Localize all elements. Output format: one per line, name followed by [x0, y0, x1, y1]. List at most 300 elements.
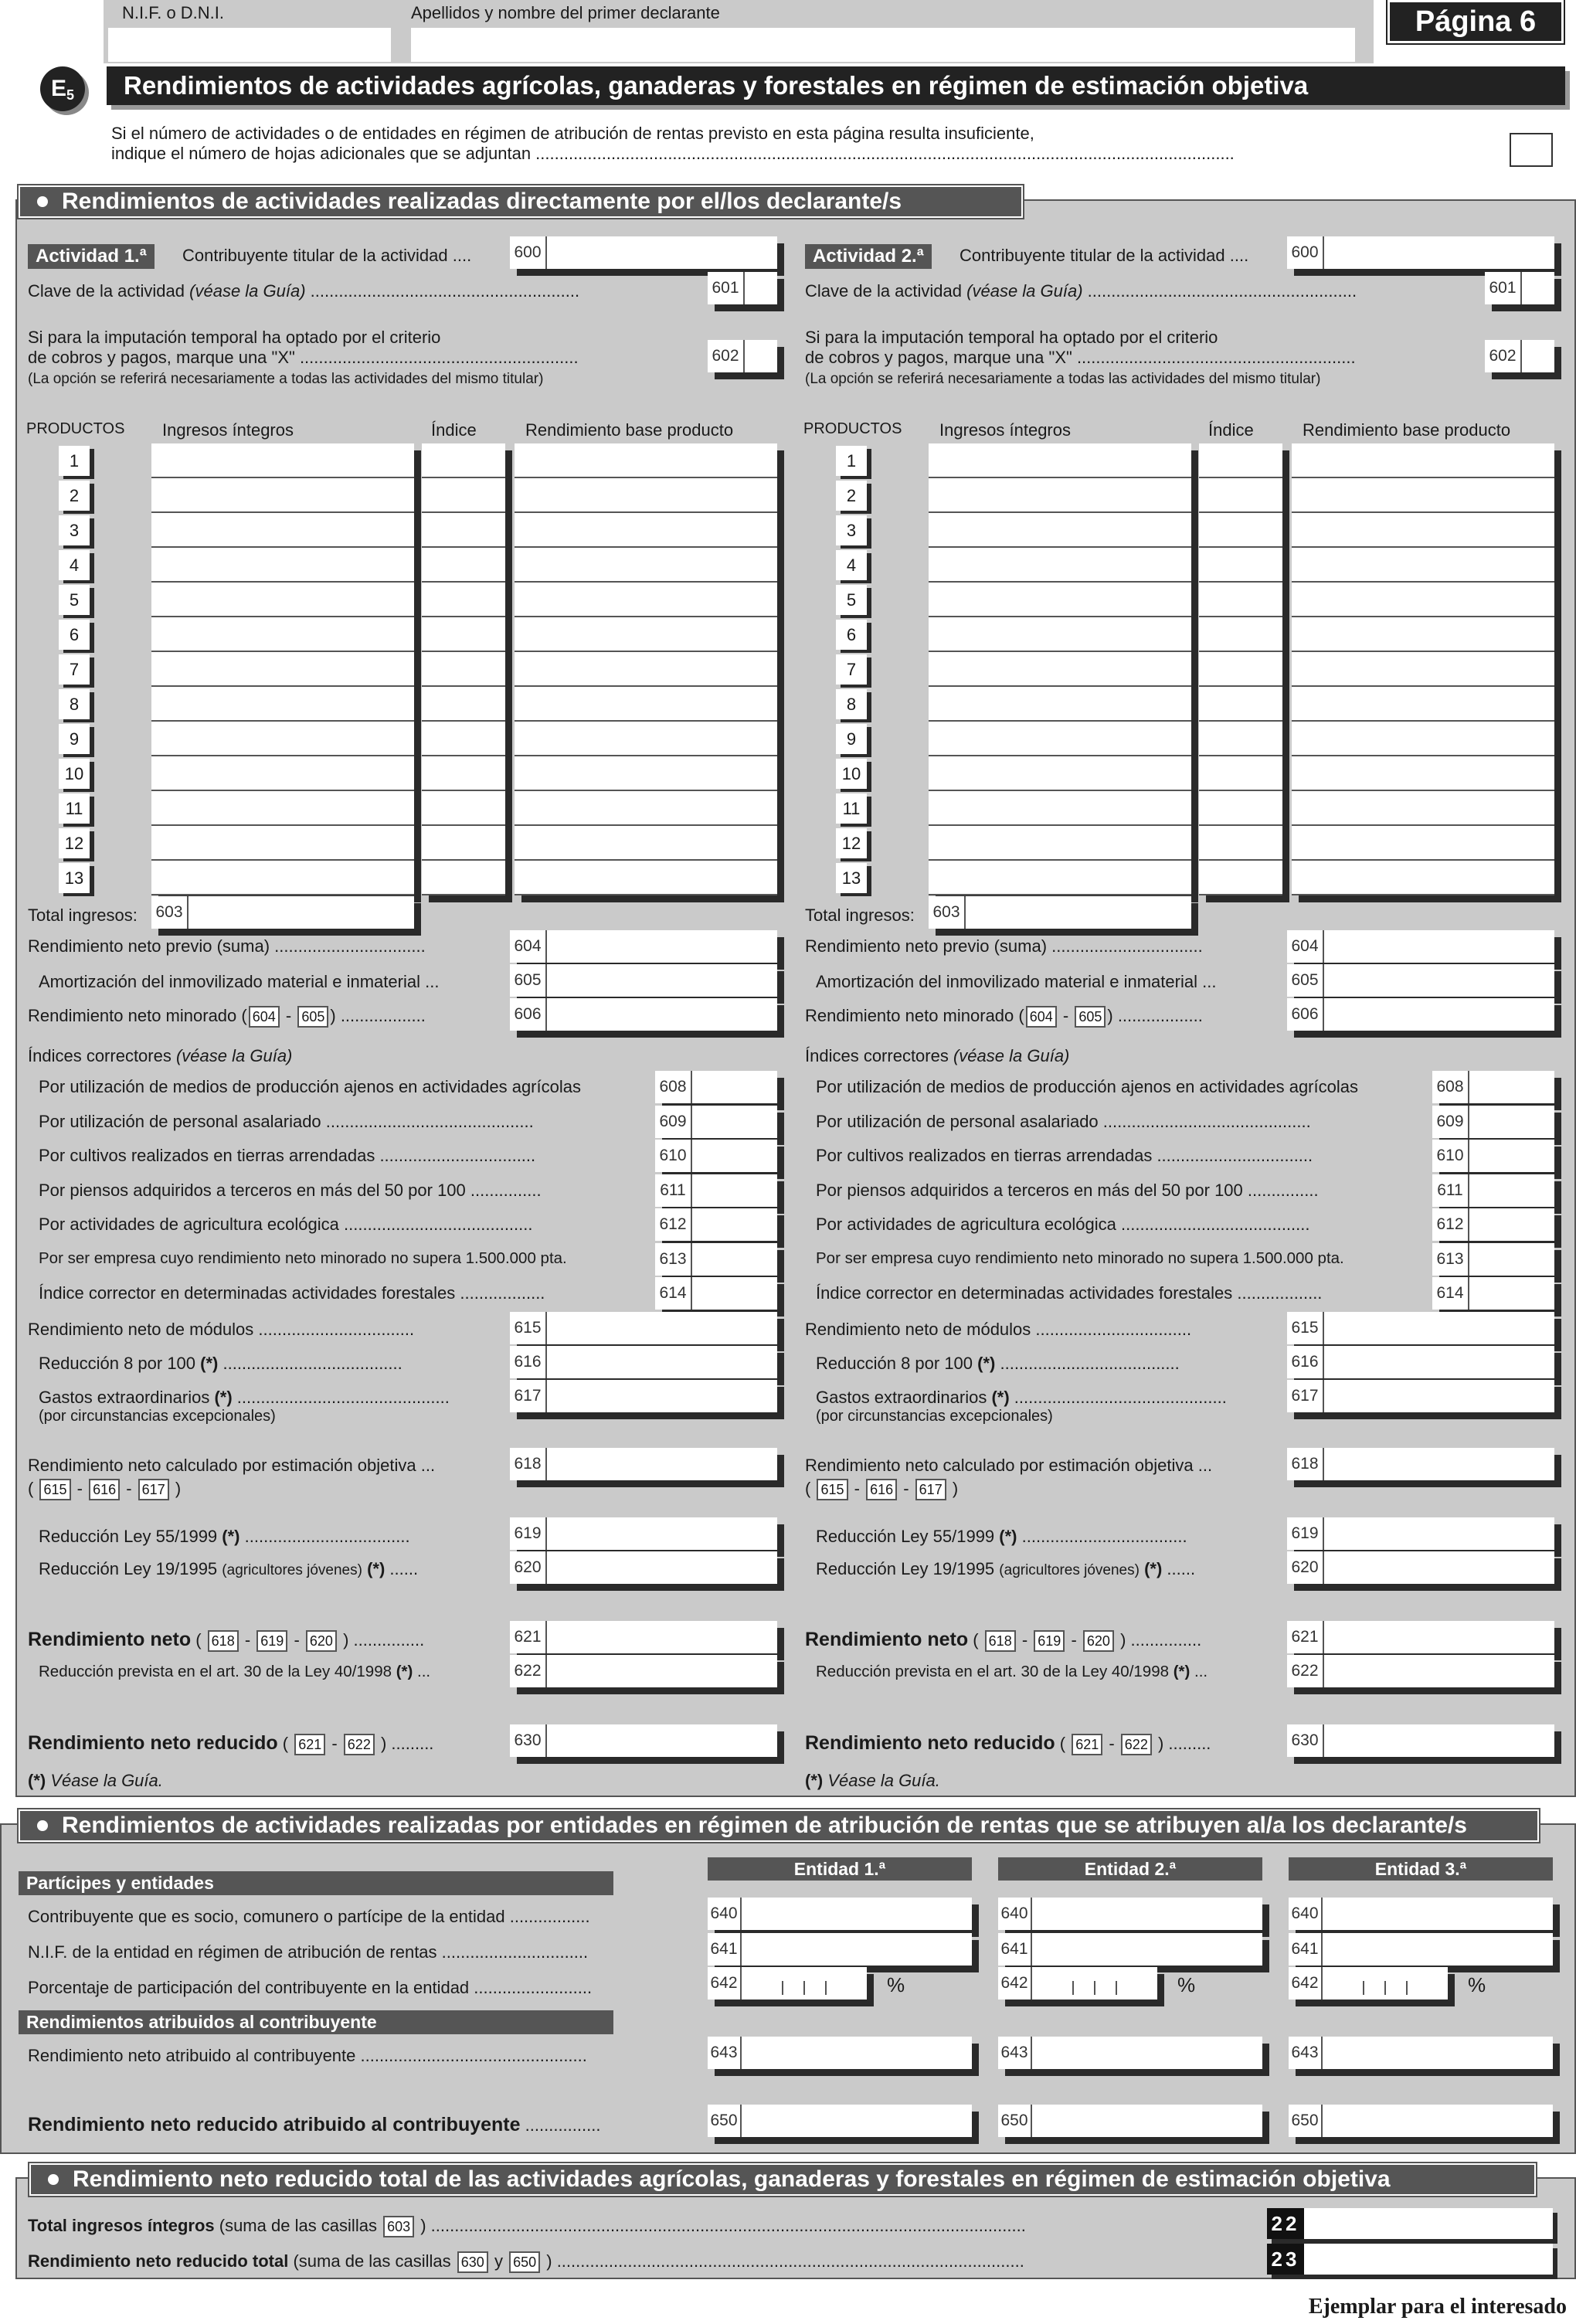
page-number-text: Página 6: [1415, 5, 1537, 38]
act2-rendimiento-cell[interactable]: [1292, 443, 1554, 478]
act2-product-row-2: 2: [836, 481, 867, 511]
act2-l19-star: (*): [1144, 1559, 1163, 1578]
act1-h-prod: PRODUCTOS: [26, 420, 125, 437]
act1-amort-label: [39, 972, 439, 992]
act1-box-615[interactable]: [510, 1312, 777, 1344]
entity-2-box-642[interactable]: [998, 1967, 1157, 2000]
act2-ingresos-cell[interactable]: [929, 513, 1191, 548]
act2-box-612[interactable]: [1432, 1208, 1554, 1241]
act2-box-609[interactable]: [1432, 1106, 1554, 1138]
entity-3-pct-sign: [1468, 1973, 1486, 1997]
section-1-heading: [19, 185, 1023, 218]
ref-630: 630: [457, 2251, 488, 2273]
act1-box-605[interactable]: [510, 964, 777, 997]
act2-rendimiento-cell[interactable]: [1292, 652, 1554, 687]
act2-l19-label: [816, 1559, 1195, 1579]
act1-indices-text: Índices correctores: [28, 1046, 172, 1065]
act2-l55-label: [816, 1527, 1187, 1547]
entity-2-box-650[interactable]: [998, 2105, 1262, 2137]
entity-2-box-640[interactable]: [998, 1898, 1262, 1930]
act1-ingresos-cell[interactable]: [151, 478, 414, 513]
entity-2-box-642-code: 642: [998, 1967, 1032, 2000]
act1-l55-label: [39, 1527, 410, 1547]
act1-indice-cell[interactable]: [422, 617, 505, 652]
ref-617: 617: [138, 1479, 169, 1500]
act2-box-620[interactable]: [1287, 1551, 1554, 1584]
act1-indice-608-label: [39, 1077, 581, 1097]
act2-box-604[interactable]: [1287, 930, 1554, 963]
act2-rendimiento-cell[interactable]: [1292, 617, 1554, 652]
act2-h-prod: PRODUCTOS: [803, 420, 902, 437]
act2-vease-star: (*): [805, 1771, 824, 1790]
act1-indice-cell[interactable]: [422, 791, 505, 826]
act2-indice-cell[interactable]: [1199, 478, 1282, 513]
act2-ingresos-cell[interactable]: [929, 583, 1191, 617]
act2-box-616-code: 616: [1287, 1346, 1324, 1378]
act2-product-row-4: 4: [836, 550, 867, 580]
page-number: [1387, 0, 1564, 43]
act2-indice-cell[interactable]: [1199, 722, 1282, 756]
act1-reducido-text: Rendimiento neto reducido: [28, 1732, 278, 1754]
box-23-code: 23: [1267, 2244, 1304, 2275]
bullet-icon: [37, 196, 48, 207]
act2-ingresos-cell[interactable]: [929, 478, 1191, 513]
section-3-heading: [29, 2163, 1536, 2196]
act1-box-621[interactable]: [510, 1621, 777, 1653]
act2-indice-cell[interactable]: [1199, 826, 1282, 861]
entity-3-box-650[interactable]: [1289, 2105, 1553, 2137]
act1-gastos-label: [39, 1388, 450, 1408]
additional-sheets-box[interactable]: [1510, 133, 1553, 167]
act2-rendimiento-cell[interactable]: [1292, 583, 1554, 617]
act2-box-617[interactable]: [1287, 1380, 1554, 1412]
act2-ingresos-cell[interactable]: [929, 687, 1191, 722]
act1-indice-611-text: Por piensos adquiridos a terceros en más del 50 por 100 ...............: [39, 1180, 542, 1200]
act1-box-618[interactable]: [510, 1448, 777, 1480]
act2-l55-text: Reducción Ley 55/1999: [816, 1527, 995, 1546]
entity-3-pct: %: [1468, 1973, 1486, 1996]
act1-ingresos-cell[interactable]: [151, 826, 414, 861]
entity-2-box-641[interactable]: [998, 1933, 1262, 1966]
act1-box-614[interactable]: [655, 1277, 777, 1310]
act1-indice-cell[interactable]: [422, 513, 505, 548]
act2-indice-611-label: [816, 1181, 1319, 1201]
act1-reducido-dots: ) .........: [380, 1734, 434, 1753]
footer-copy-label: Ejemplar para el interesado: [1308, 2295, 1567, 2319]
act2-indice-cell[interactable]: [1199, 756, 1282, 791]
act1-gastos-sub-text: (por circunstancias excepcionales): [39, 1408, 276, 1425]
act2-rendimiento-cell[interactable]: [1292, 861, 1554, 895]
act2-criterio-line-1: [805, 328, 1218, 348]
act1-indice-cell[interactable]: [422, 722, 505, 756]
act2-opcion-text: (La opción se referirá necesariamente a todas las actividades del mismo titular): [805, 371, 1321, 387]
act2-box-606-code: 606: [1287, 998, 1324, 1031]
entity-1-box-640-code: 640: [708, 1898, 742, 1930]
act1-indices-label: [28, 1046, 292, 1066]
act2-pill: Actividad 2.ª: [805, 244, 932, 269]
act2-indice-cell[interactable]: [1199, 443, 1282, 478]
ref-605: 605: [1075, 1006, 1106, 1028]
act1-indice-cell[interactable]: [422, 548, 505, 583]
act1-ingresos-cell[interactable]: [151, 861, 414, 895]
act2-neto-previo-label: [805, 936, 1203, 956]
act1-calcobj-label: [28, 1456, 435, 1476]
act2-product-row-9: 9: [836, 724, 867, 754]
act1-art30-star: (*): [396, 1663, 413, 1680]
act2-box-610[interactable]: [1432, 1140, 1554, 1172]
act2-box-618[interactable]: [1287, 1448, 1554, 1480]
act2-indice-cell[interactable]: [1199, 687, 1282, 722]
entity-3-box-643[interactable]: [1289, 2037, 1553, 2069]
act1-indice-cell[interactable]: [422, 826, 505, 861]
box-22[interactable]: [1267, 2208, 1553, 2239]
act2-product-row-10: 10: [836, 759, 867, 789]
act1-product-row-1: 1: [59, 446, 90, 476]
act1-rendimiento-cell[interactable]: [515, 617, 777, 652]
entity-3-box-642[interactable]: [1289, 1967, 1448, 2000]
act1-box-610-code: 610: [655, 1140, 692, 1172]
act1-indice-cell[interactable]: [422, 756, 505, 791]
act1-gastos-text: Gastos extraordinarios: [39, 1388, 210, 1407]
l640-label: [28, 1907, 590, 1927]
act2-product-row-6: 6: [836, 620, 867, 650]
act2-gastos-star: (*): [991, 1388, 1010, 1407]
act2-box-613[interactable]: [1432, 1243, 1554, 1276]
act1-box-603-code: 603: [151, 896, 189, 929]
entity-3-box-643-code: 643: [1289, 2037, 1323, 2069]
act2-h-ind: Índice: [1208, 420, 1254, 440]
act2-rendimiento-cell[interactable]: [1292, 756, 1554, 791]
act1-l19-text: Reducción Ley 19/1995: [39, 1559, 218, 1578]
act1-indice-cell[interactable]: [422, 443, 505, 478]
act2-ingresos-cell[interactable]: [929, 791, 1191, 826]
act1-box-611[interactable]: [655, 1174, 777, 1207]
act2-l55-star: (*): [999, 1527, 1017, 1546]
act2-product-row-3: 3: [836, 515, 867, 545]
act2-indice-cell[interactable]: [1199, 617, 1282, 652]
act1-l55-dots: ...................................: [239, 1527, 410, 1546]
act2-reducido-text: Rendimiento neto reducido: [805, 1732, 1055, 1754]
act1-box-618-code: 618: [510, 1448, 547, 1480]
entity-1-box-650[interactable]: [708, 2105, 972, 2137]
act2-art30-text: Reducción prevista en el art. 30 de la Ley 40/1998: [816, 1663, 1169, 1680]
act2-rendimiento-cell[interactable]: [1292, 791, 1554, 826]
act2-indices-label: [805, 1046, 1069, 1066]
act2-ingresos-cell[interactable]: [929, 652, 1191, 687]
act1-indice-cell[interactable]: [422, 583, 505, 617]
act1-indice-612-text: Por actividades de agricultura ecológica ........................................: [39, 1215, 533, 1234]
act1-box-603[interactable]: [151, 896, 414, 929]
act1-ingresos-cell[interactable]: [151, 583, 414, 617]
act1-calcobj-text: Rendimiento neto calculado por estimación objetiva ...: [28, 1456, 436, 1475]
act2-modulos-text: Rendimiento neto de módulos .................................: [805, 1320, 1192, 1339]
act1-box-604-code: 604: [510, 930, 547, 963]
act2-rendimiento-cell[interactable]: [1292, 826, 1554, 861]
act1-rendimiento-cell[interactable]: [515, 791, 777, 826]
ref-621: 621: [294, 1734, 325, 1755]
act1-clave-label: Clave de la actividad (véase la Guía) .........................................................: [28, 281, 580, 301]
act1-red8-label: [39, 1354, 402, 1374]
act1-ingresos-cell[interactable]: [151, 756, 414, 791]
act2-box-614[interactable]: [1432, 1277, 1554, 1310]
act2-box-600[interactable]: [1287, 236, 1554, 269]
act2-rneto-text: Rendimiento neto: [805, 1629, 969, 1650]
act2-vease-note: [805, 1771, 940, 1791]
act1-box-605-code: 605: [510, 964, 547, 997]
act1-rendimiento-column: [515, 443, 777, 895]
act1-box-604[interactable]: [510, 930, 777, 963]
act2-ingresos-cell[interactable]: [929, 756, 1191, 791]
entity-1-box-642[interactable]: [708, 1967, 867, 2000]
act2-box-601-code: 601: [1485, 272, 1522, 304]
act2-criterio-line-2: de cobros y pagos, marque una "X" ...........................................................: [805, 348, 1356, 367]
act1-product-row-3: 3: [59, 515, 90, 545]
act1-box-620[interactable]: [510, 1551, 777, 1584]
tick: [825, 1981, 827, 1995]
act2-minorado-label: Rendimiento neto minorado ( 604 - 605 ) ..................: [805, 1006, 1203, 1028]
act1-opcion-note: [28, 371, 543, 388]
act2-indice-cell[interactable]: [1199, 583, 1282, 617]
entity-1-box-643[interactable]: [708, 2037, 972, 2069]
act1-box-621-code: 621: [510, 1621, 547, 1653]
act2-indice-column: [1199, 443, 1282, 895]
act2-box-630[interactable]: [1287, 1724, 1554, 1757]
act1-indice-609-label: [39, 1112, 534, 1132]
act2-total-text: Total ingresos:: [805, 905, 915, 925]
tick: [803, 1981, 805, 1995]
act2-box-603[interactable]: [929, 896, 1191, 929]
act1-ingresos-cell[interactable]: [151, 443, 414, 478]
act2-rendimiento-cell[interactable]: [1292, 687, 1554, 722]
act2-box-615[interactable]: [1287, 1312, 1554, 1344]
entity-3-header: Entidad 3.ª: [1289, 1857, 1553, 1881]
act2-box-610-code: 610: [1432, 1140, 1469, 1172]
act1-ingresos-cell[interactable]: [151, 548, 414, 583]
act1-header-rendimiento: [525, 420, 733, 440]
act1-box-616[interactable]: [510, 1346, 777, 1378]
act1-indice-column: [422, 443, 505, 895]
act2-indice-cell[interactable]: [1199, 548, 1282, 583]
act1-box-608[interactable]: [655, 1071, 777, 1103]
act2-rendimiento-cell[interactable]: [1292, 513, 1554, 548]
ref-605: 605: [297, 1006, 328, 1028]
act1-ingresos-column: [151, 443, 414, 895]
band-participes: Partícipes y entidades: [19, 1871, 613, 1895]
act1-rendimiento-cell[interactable]: [515, 861, 777, 895]
act2-minorado-text: Rendimiento neto minorado (: [805, 1006, 1024, 1025]
act1-h-ing: Ingresos íntegros: [162, 420, 294, 440]
act2-indice-cell[interactable]: [1199, 861, 1282, 895]
section-1-heading-text: Rendimientos de actividades realizadas directamente por el/los declarante/s: [62, 189, 902, 214]
name-field[interactable]: [411, 28, 1355, 62]
act2-minorado-end: ) ..................: [1107, 1006, 1203, 1025]
act2-rendimiento-cell[interactable]: [1292, 722, 1554, 756]
act2-amort-text: Amortización del inmovilizado material e inmaterial ...: [816, 972, 1217, 991]
act1-box-600[interactable]: [510, 236, 777, 269]
act2-box-608[interactable]: [1432, 1071, 1554, 1103]
entity-1-box-640[interactable]: [708, 1898, 972, 1930]
name-label: Apellidos y nombre del primer declarante: [411, 3, 720, 22]
act1-h-rend: Rendimiento base producto: [525, 420, 734, 440]
act2-box-611[interactable]: [1432, 1174, 1554, 1207]
act1-box-619[interactable]: [510, 1517, 777, 1550]
act1-ingresos-cell[interactable]: [151, 513, 414, 548]
act2-ingresos-cell[interactable]: [929, 861, 1191, 895]
entity-1-box-641[interactable]: [708, 1933, 972, 1966]
act2-box-601[interactable]: [1485, 272, 1554, 304]
act2-box-603-code: 603: [929, 896, 966, 929]
act1-rendimiento-cell[interactable]: [515, 548, 777, 583]
act1-total-text: Total ingresos:: [28, 905, 138, 925]
act1-indice-cell[interactable]: [422, 861, 505, 895]
act2-reducido-dots: ) .........: [1157, 1734, 1211, 1753]
total-ingresos-label: [28, 2216, 1026, 2237]
intro-line-2-text: indique el número de hojas adicionales que se adjuntan: [111, 144, 532, 163]
act1-modulos-text: Rendimiento neto de módulos .................................: [28, 1320, 415, 1339]
act1-rendimiento-cell[interactable]: [515, 826, 777, 861]
act2-box-602[interactable]: [1485, 340, 1554, 372]
act1-box-630[interactable]: [510, 1724, 777, 1757]
act2-box-606[interactable]: [1287, 998, 1554, 1031]
act2-box-618-code: 618: [1287, 1448, 1324, 1480]
act1-box-613-code: 613: [655, 1243, 692, 1276]
act2-box-621[interactable]: [1287, 1621, 1554, 1653]
act1-rendimiento-cell[interactable]: [515, 652, 777, 687]
act2-ingresos-cell[interactable]: [929, 443, 1191, 478]
box-23[interactable]: [1267, 2244, 1553, 2275]
act1-ingresos-cell[interactable]: [151, 722, 414, 756]
act1-box-619-code: 619: [510, 1517, 547, 1550]
act2-indice-cell[interactable]: [1199, 513, 1282, 548]
act1-box-622-code: 622: [510, 1655, 547, 1687]
act1-product-row-9: 9: [59, 724, 90, 754]
act2-box-622[interactable]: [1287, 1655, 1554, 1687]
act1-box-612[interactable]: [655, 1208, 777, 1241]
act1-product-row-6: 6: [59, 620, 90, 650]
bullet-icon: [48, 2174, 59, 2185]
act1-box-600-code: 600: [510, 236, 547, 269]
act1-red8-text: Reducción 8 por 100: [39, 1354, 196, 1373]
entity-2-box-640-code: 640: [998, 1898, 1032, 1930]
act2-box-616[interactable]: [1287, 1346, 1554, 1378]
act1-indice-614-label: [39, 1283, 545, 1303]
entity-3-box-640[interactable]: [1289, 1898, 1553, 1930]
act2-ingresos-cell[interactable]: [929, 617, 1191, 652]
act2-box-605[interactable]: [1287, 964, 1554, 997]
act1-criterio-2: de cobros y pagos, marque una "X": [28, 348, 295, 367]
bullet-icon: [37, 1820, 48, 1831]
act2-box-605-code: 605: [1287, 964, 1324, 997]
act2-rendimiento-cell[interactable]: [1292, 478, 1554, 513]
tick: [1406, 1981, 1408, 1995]
l643-label: [28, 2046, 587, 2066]
act1-rendimiento-cell[interactable]: [515, 583, 777, 617]
tick: [1363, 1981, 1364, 1995]
act2-clave-text: Clave de la actividad: [805, 281, 963, 301]
act1-box-614-code: 614: [655, 1277, 692, 1310]
act1-box-609[interactable]: [655, 1106, 777, 1138]
act2-rendimiento-cell[interactable]: [1292, 548, 1554, 583]
act2-amort-label: [816, 972, 1216, 992]
act1-box-610[interactable]: [655, 1140, 777, 1172]
act2-red8-dots: ......................................: [995, 1354, 1180, 1373]
act1-rendimiento-cell[interactable]: [515, 443, 777, 478]
act2-indices-guide: (véase la Guía): [953, 1046, 1070, 1065]
total-reducido-dots: ) ...................................................................................................: [546, 2251, 1024, 2271]
act2-ingresos-cell[interactable]: [929, 722, 1191, 756]
act1-indice-cell[interactable]: [422, 652, 505, 687]
nif-field[interactable]: [108, 28, 391, 62]
act2-h-rend: Rendimiento base producto: [1303, 420, 1511, 440]
total-reducido-label: [28, 2251, 1024, 2273]
act2-art30-label: [816, 1663, 1207, 1681]
act2-indice-cell[interactable]: [1199, 791, 1282, 826]
act1-box-606-code: 606: [510, 998, 547, 1031]
act1-vease-text: Véase la Guía.: [50, 1771, 163, 1790]
act2-total-label: [805, 905, 915, 926]
act2-red8-star: (*): [977, 1354, 996, 1373]
act1-indice-cell[interactable]: [422, 478, 505, 513]
act2-box-621-code: 621: [1287, 1621, 1324, 1653]
act1-minorado-label: Rendimiento neto minorado ( 604 - 605 ) ..................: [28, 1006, 426, 1028]
act1-ingresos-cell[interactable]: [151, 652, 414, 687]
act1-reducido-label: Rendimiento neto reducido ( 621 - 622 ) .........: [28, 1732, 433, 1755]
entity-3-box-641[interactable]: [1289, 1933, 1553, 1966]
entity-2-pct-sign: [1177, 1973, 1195, 1997]
act1-box-601[interactable]: [708, 272, 777, 304]
ref-620: 620: [306, 1630, 337, 1652]
act2-header-rendimiento: [1303, 420, 1510, 440]
act1-rendimiento-cell[interactable]: [515, 478, 777, 513]
l642-text: Porcentaje de participación del contribuyente en la entidad .........................: [28, 1978, 593, 1997]
act1-ingresos-cell[interactable]: [151, 687, 414, 722]
act1-indice-cell[interactable]: [422, 687, 505, 722]
act1-box-602[interactable]: [708, 340, 777, 372]
act1-box-622[interactable]: [510, 1655, 777, 1687]
act1-indice-609-text: Por utilización de personal asalariado ............................................: [39, 1111, 534, 1131]
act2-product-row-11: 11: [836, 793, 867, 824]
act2-clave-guide: (véase la Guía): [966, 281, 1083, 301]
act1-box-613[interactable]: [655, 1243, 777, 1276]
act1-ingresos-cell[interactable]: [151, 791, 414, 826]
act2-calcobj-text: Rendimiento neto calculado por estimación objetiva ...: [805, 1456, 1213, 1475]
act1-ingresos-cell[interactable]: [151, 617, 414, 652]
act2-gastos-text: Gastos extraordinarios: [816, 1388, 987, 1407]
act2-ingresos-cell[interactable]: [929, 826, 1191, 861]
section-2-heading-text: Rendimientos de actividades realizadas por entidades en régimen de atribución de rentas que se atribuyen al/a los declarante/s: [62, 1813, 1467, 1838]
act2-ingresos-cell[interactable]: [929, 548, 1191, 583]
act1-indices-guide: (véase la Guía): [175, 1046, 293, 1065]
act1-criterio-1: Si para la imputación temporal ha optado por el criterio: [28, 328, 441, 347]
act1-rendimiento-cell[interactable]: [515, 722, 777, 756]
ref-650: 650: [509, 2251, 540, 2273]
act2-indice-cell[interactable]: [1199, 652, 1282, 687]
act2-box-619[interactable]: [1287, 1517, 1554, 1550]
act1-box-606[interactable]: [510, 998, 777, 1031]
act1-rendimiento-cell[interactable]: [515, 756, 777, 791]
act1-clave-text: Clave de la actividad: [28, 281, 185, 301]
act2-gastos-sub-text: (por circunstancias excepcionales): [816, 1408, 1053, 1425]
act1-modulos-label: [28, 1320, 414, 1340]
act2-indice-609-label: [816, 1112, 1311, 1132]
total-reducido-note: (suma de las casillas: [293, 2251, 451, 2271]
act1-rendimiento-cell[interactable]: [515, 513, 777, 548]
act1-rendimiento-cell[interactable]: [515, 687, 777, 722]
entity-2-box-643[interactable]: [998, 2037, 1262, 2069]
act2-h-ing: Ingresos íntegros: [939, 420, 1071, 440]
act1-indice-610-text: Por cultivos realizados en tierras arrendadas .................................: [39, 1146, 536, 1165]
act1-box-617[interactable]: [510, 1380, 777, 1412]
